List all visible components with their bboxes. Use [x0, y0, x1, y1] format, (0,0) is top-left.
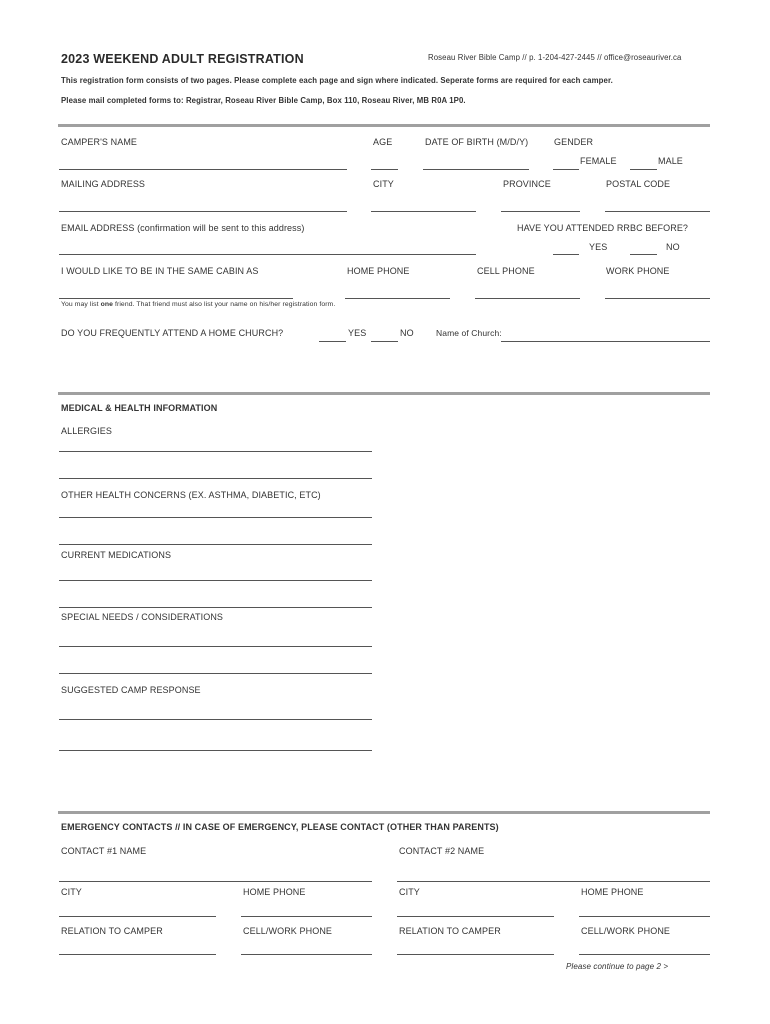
church-no-line — [371, 341, 398, 342]
section-divider — [58, 124, 710, 127]
special-needs-field-1[interactable] — [59, 632, 372, 646]
special-needs-field-2[interactable] — [59, 659, 372, 673]
attended-yes-line — [553, 254, 579, 255]
allergies-line-2 — [59, 478, 372, 479]
form-title: 2023 WEEKEND ADULT REGISTRATION — [61, 52, 304, 66]
allergies-line-1 — [59, 451, 372, 452]
work-phone-label: WORK PHONE — [606, 266, 670, 276]
female-blank-line — [553, 169, 579, 170]
age-field[interactable] — [371, 155, 398, 169]
form-intro-text: This registration form consists of two pages. Please complete each page and sign where indicated. Seperate forms are required for each camper. — [61, 76, 613, 85]
contact1-city-field[interactable] — [59, 902, 216, 916]
contact1-name-line — [59, 881, 372, 882]
city-line — [371, 211, 476, 212]
contact2-name-field[interactable] — [397, 867, 710, 881]
contact2-city-label: CITY — [399, 887, 420, 897]
female-label: FEMALE — [580, 156, 617, 166]
email-line — [59, 254, 476, 255]
camp-contact-info: Roseau River Bible Camp // p. 1-204-427-2445 // office@roseauriver.ca — [428, 53, 682, 62]
allergies-field-1[interactable] — [59, 437, 372, 451]
church-name-field[interactable] — [501, 327, 710, 341]
contact2-relation-line — [397, 954, 554, 955]
contact2-home-phone-field[interactable] — [579, 902, 710, 916]
same-cabin-field[interactable] — [59, 284, 293, 298]
medical-heading: MEDICAL & HEALTH INFORMATION — [61, 403, 218, 413]
church-name-line — [501, 341, 710, 342]
contact1-home-phone-line — [241, 916, 372, 917]
age-line — [371, 169, 398, 170]
church-no-blank[interactable] — [371, 327, 398, 341]
contact1-city-label: CITY — [61, 887, 82, 897]
work-phone-line — [605, 298, 710, 299]
other-health-field-1[interactable] — [59, 503, 372, 517]
church-yes-blank[interactable] — [319, 327, 346, 341]
other-health-line-2 — [59, 544, 372, 545]
contact2-name-line — [397, 881, 710, 882]
contact2-name-label: CONTACT #2 NAME — [399, 846, 485, 856]
mailing-address-label: MAILING ADDRESS — [61, 179, 146, 189]
church-yes-line — [319, 341, 346, 342]
medications-label: CURRENT MEDICATIONS — [61, 550, 172, 560]
male-label: MALE — [658, 156, 683, 166]
camp-response-label: SUGGESTED CAMP RESPONSE — [61, 685, 201, 695]
attended-yes-label: YES — [589, 242, 608, 252]
mailing-address-field[interactable] — [59, 197, 347, 211]
home-phone-label: HOME PHONE — [347, 266, 410, 276]
contact1-home-phone-label: HOME PHONE — [243, 887, 306, 897]
contact2-home-phone-line — [579, 916, 710, 917]
medications-field-2[interactable] — [59, 593, 372, 607]
other-health-label: OTHER HEALTH CONCERNS (EX. ASTHMA, DIABETIC, ETC) — [61, 490, 321, 500]
contact1-name-label: CONTACT #1 NAME — [61, 846, 147, 856]
same-cabin-line — [59, 298, 293, 299]
medications-field-1[interactable] — [59, 566, 372, 580]
province-field[interactable] — [501, 197, 580, 211]
contact1-relation-label: RELATION TO CAMPER — [61, 926, 163, 936]
male-blank-line — [630, 169, 657, 170]
section-divider — [58, 392, 710, 395]
camp-response-line-1 — [59, 719, 372, 720]
gender-label: GENDER — [554, 137, 594, 147]
other-health-line-1 — [59, 517, 372, 518]
male-checkbox-blank[interactable] — [630, 155, 657, 169]
contact2-cell-work-line — [579, 954, 710, 955]
allergies-label: ALLERGIES — [61, 426, 112, 436]
email-label: EMAIL ADDRESS (confirmation will be sent to this address) — [61, 223, 305, 233]
postal-code-line — [605, 211, 710, 212]
contact1-cell-work-line — [241, 954, 372, 955]
section-divider — [58, 811, 710, 814]
contact2-home-phone-label: HOME PHONE — [581, 887, 644, 897]
city-field[interactable] — [371, 197, 476, 211]
same-cabin-label: I WOULD LIKE TO BE IN THE SAME CABIN AS — [61, 266, 259, 276]
contact2-cell-work-label: CELL/WORK PHONE — [581, 926, 671, 936]
province-line — [501, 211, 580, 212]
medications-line-1 — [59, 580, 372, 581]
contact1-relation-line — [59, 954, 216, 955]
attended-no-line — [630, 254, 657, 255]
contact1-relation-field[interactable] — [59, 940, 216, 954]
special-needs-line-2 — [59, 673, 372, 674]
church-yes-label: YES — [348, 328, 367, 338]
continue-note: Please continue to page 2 > — [566, 962, 669, 971]
city-label: CITY — [373, 179, 394, 189]
camp-response-line-2 — [59, 750, 372, 751]
contact1-city-line — [59, 916, 216, 917]
mailing-address-line — [59, 211, 347, 212]
attended-yes-blank[interactable] — [553, 240, 579, 254]
email-field[interactable] — [59, 240, 476, 254]
contact1-cell-work-label: CELL/WORK PHONE — [243, 926, 333, 936]
attended-no-label: NO — [666, 242, 680, 252]
other-health-field-2[interactable] — [59, 530, 372, 544]
female-checkbox-blank[interactable] — [553, 155, 579, 169]
church-no-label: NO — [400, 328, 414, 338]
cell-phone-line — [475, 298, 580, 299]
church-name-label: Name of Church: — [436, 328, 502, 338]
cell-phone-label: CELL PHONE — [477, 266, 535, 276]
emergency-heading: EMERGENCY CONTACTS // IN CASE OF EMERGENCY, PLEASE CONTACT (OTHER THAN PARENTS) — [61, 822, 499, 832]
contact2-city-field[interactable] — [397, 902, 554, 916]
attended-before-label: HAVE YOU ATTENDED RRBC BEFORE? — [517, 223, 689, 233]
attended-no-blank[interactable] — [630, 240, 657, 254]
contact1-cell-work-field[interactable] — [241, 940, 372, 954]
dob-field[interactable] — [423, 155, 529, 169]
contact2-relation-label: RELATION TO CAMPER — [399, 926, 501, 936]
friend-note: You may list one friend. That friend must also list your name on his/her registration form. — [61, 301, 336, 308]
campers-name-field[interactable] — [59, 155, 347, 169]
dob-line — [423, 169, 529, 170]
dob-label: DATE OF BIRTH (M/D/Y) — [425, 137, 529, 147]
postal-code-label: POSTAL CODE — [606, 179, 671, 189]
home-church-question: DO YOU FREQUENTLY ATTEND A HOME CHURCH? — [61, 328, 284, 338]
allergies-field-2[interactable] — [59, 464, 372, 478]
special-needs-label: SPECIAL NEEDS / CONSIDERATIONS — [61, 612, 224, 622]
medications-line-2 — [59, 607, 372, 608]
province-label: PROVINCE — [503, 179, 551, 189]
contact1-home-phone-field[interactable] — [241, 902, 372, 916]
contact2-cell-work-field[interactable] — [579, 940, 710, 954]
special-needs-line-1 — [59, 646, 372, 647]
home-phone-line — [345, 298, 450, 299]
contact1-name-field[interactable] — [59, 867, 372, 881]
mailing-instructions: Please mail completed forms to: Registrar, Roseau River Bible Camp, Box 110, Roseau River, MB R0A 1P0. — [61, 96, 466, 105]
camp-response-field-2[interactable] — [59, 736, 372, 750]
age-label: AGE — [373, 137, 393, 147]
campers-name-label: CAMPER'S NAME — [61, 137, 138, 147]
campers-name-line — [59, 169, 347, 170]
cell-phone-field[interactable] — [475, 284, 580, 298]
postal-code-field[interactable] — [605, 197, 710, 211]
camp-response-field-1[interactable] — [59, 705, 372, 719]
contact2-relation-field[interactable] — [397, 940, 554, 954]
home-phone-field[interactable] — [345, 284, 450, 298]
contact2-city-line — [397, 916, 554, 917]
work-phone-field[interactable] — [605, 284, 710, 298]
